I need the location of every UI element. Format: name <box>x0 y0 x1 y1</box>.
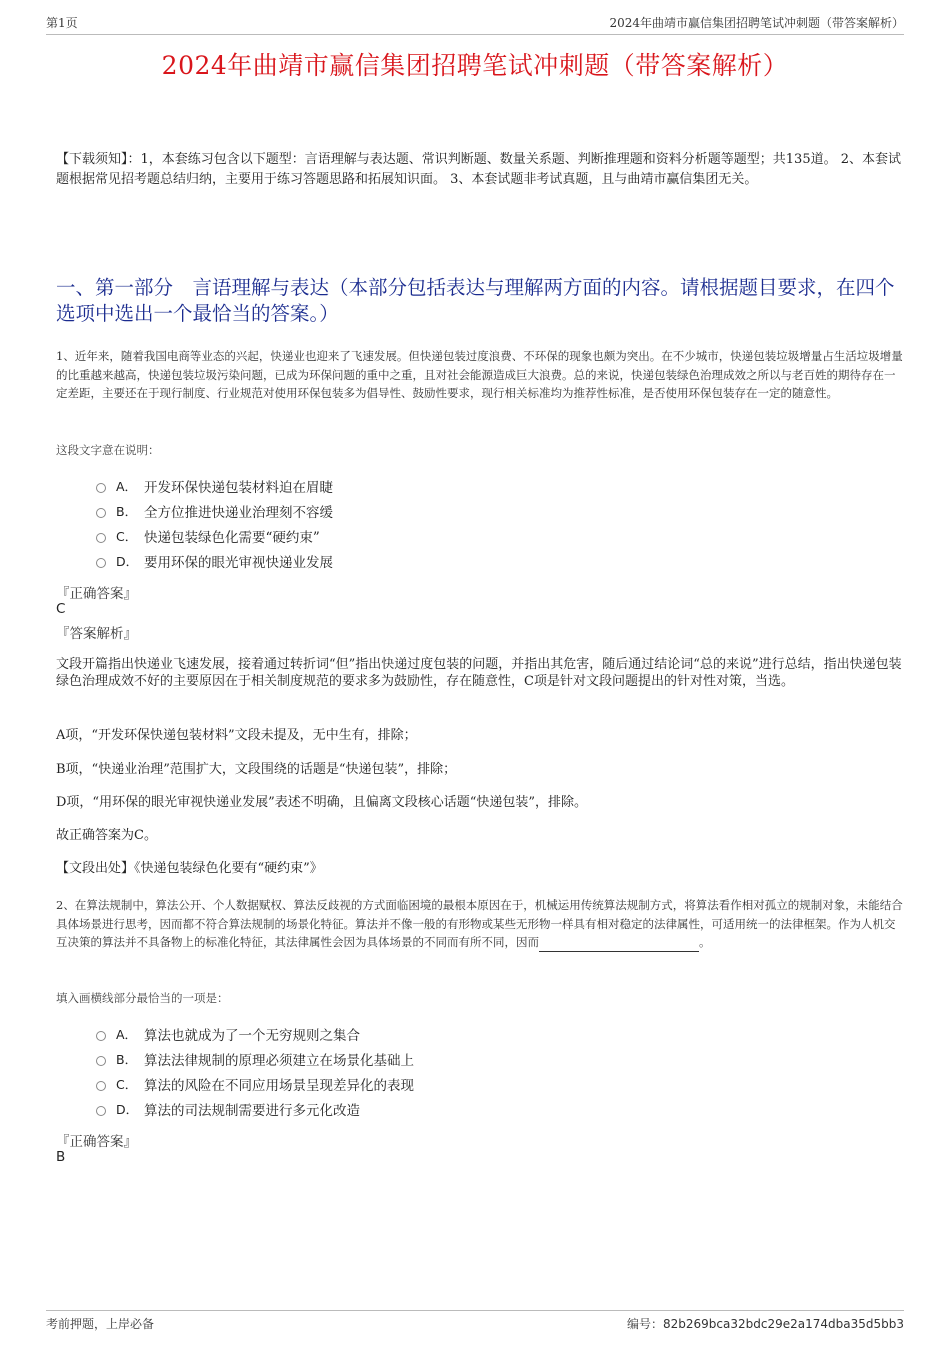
page-header <box>46 14 904 35</box>
analysis-paragraph: 文段开篇指出快递业飞速发展，接着通过转折词“但”指出快递过度包装的问题，并指出其危害，随后通过结论词“总的来说”进行总结，指出快递包装绿色治理成效不好的主要原因在于相关制度规范的要求多为鼓励性，存在随意性，C项是针对文段问题提出的针对性对策，当选。 <box>56 657 902 689</box>
option-c[interactable]: C． 算法的风险在不同应用场景呈现差异化的表现 <box>96 1071 414 1096</box>
radio-icon[interactable] <box>96 1056 106 1066</box>
radio-icon[interactable] <box>96 1081 106 1091</box>
page-footer <box>46 1310 904 1332</box>
option-b[interactable]: B． 算法法律规制的原理必须建立在场景化基础上 <box>96 1046 414 1071</box>
analysis-paragraph: B项，“快递业治理”范围扩大，文段围绕的话题是“快递包装”，排除； <box>56 762 457 777</box>
option-c[interactable]: C． 快递包装绿色化需要“硬约束” <box>96 523 333 548</box>
page-number: 第1页 <box>46 16 78 30</box>
option-d[interactable]: D． 要用环保的眼光审视快递业发展 <box>96 548 333 573</box>
correct-answer: B <box>56 1149 66 1165</box>
question-2-prompt: 填入画横线部分最恰当的一项是： <box>56 991 229 1005</box>
analysis-conclusion: 故正确答案为C。 <box>56 828 157 843</box>
section-heading: 一、第一部分 言语理解与表达（本部分包括表达与理解两方面的内容。请根据题目要求，在四个选项中选出一个最恰当的答案。） <box>56 276 895 325</box>
question-2-options <box>96 1021 414 1121</box>
document-code: 编号：82b269bca32bdc29e2a174dba35d5bb3 <box>627 1317 904 1331</box>
analysis-label: 『答案解析』 <box>56 626 137 642</box>
option-d[interactable]: D． 算法的司法规制需要进行多元化改造 <box>96 1096 414 1121</box>
correct-answer: C <box>56 601 66 617</box>
header-doc-title: 2024年曲靖市赢信集团招聘笔试冲刺题（带答案解析） <box>609 16 904 30</box>
option-b[interactable]: B． 全方位推进快递业治理刻不容缓 <box>96 498 333 523</box>
download-notice: 【下载须知】：1，本套练习包含以下题型：言语理解与表达题、常识判断题、数量关系题、判断推理题和资料分析题等题型；共135道。 2、本套试题根据常见招考题总结归纳，主要用于练习答题思路和拓展知识面。 3、本套试题非考试真题，且与曲靖市赢信集团无关。 <box>56 152 901 187</box>
radio-icon[interactable] <box>96 558 106 568</box>
document-title: 2024年曲靖市赢信集团招聘笔试冲刺题（带答案解析） <box>161 51 789 80</box>
analysis-paragraph: A项，“开发环保快递包装材料”文段未提及，无中生有，排除； <box>56 728 417 743</box>
question-1-options <box>96 473 333 573</box>
question-2-text: 2、在算法规制中，算法公开、个人数据赋权、算法反歧视的方式面临困境的最根本原因在于，机械运用传统算法规制方式，将算法看作相对孤立的规制对象，未能结合具体场景进行思考，因而都不符合算法规制的场景化特征。算法并不像一般的有形物或某些无形物一样具有相对稳定的法律属性，可适用统一的法律框架。作为人机交互决策的算法并不具备物上的标准化特征，其法律属性会因为具体场景的不同而有所不同，因而 。 <box>56 896 904 952</box>
radio-icon[interactable] <box>96 483 106 493</box>
radio-icon[interactable] <box>96 1031 106 1041</box>
answer-label: 『正确答案』 <box>56 1134 137 1150</box>
option-a[interactable]: A． 开发环保快递包装材料迫在眉睫 <box>96 473 333 498</box>
fill-blank-line <box>539 939 699 952</box>
question-1-prompt: 这段文字意在说明： <box>56 443 160 457</box>
radio-icon[interactable] <box>96 1106 106 1116</box>
radio-icon[interactable] <box>96 508 106 518</box>
answer-label: 『正确答案』 <box>56 586 137 602</box>
text-source: 【文段出处】《快递包装绿色化要有“硬约束”》 <box>56 861 323 876</box>
option-a[interactable]: A． 算法也就成为了一个无穷规则之集合 <box>96 1021 414 1046</box>
analysis-paragraph: D项，“用环保的眼光审视快递业发展”表述不明确，且偏离文段核心话题“快递包装”，排除。 <box>56 795 588 810</box>
question-1-text: 1、近年来，随着我国电商等业态的兴起，快递业也迎来了飞速发展。但快递包装过度浪费、不环保的现象也颇为突出。在不少城市，快递包装垃圾增量占生活垃圾增量的比重越来越高，快递包装垃圾污染问题，已成为环保问题的重中之重，且对社会能源造成巨大浪费。总的来说，快递包装绿色治理成效之所以与老百姓的期待存在一定差距，主要还在于现行制度、行业规范对使用环保包装多为倡导性、鼓励性要求，现行相关标准均为推荐性标准，是否使用环保包装存在一定的随意性。 <box>56 349 903 400</box>
radio-icon[interactable] <box>96 533 106 543</box>
footer-slogan: 考前押题，上岸必备 <box>46 1317 155 1331</box>
